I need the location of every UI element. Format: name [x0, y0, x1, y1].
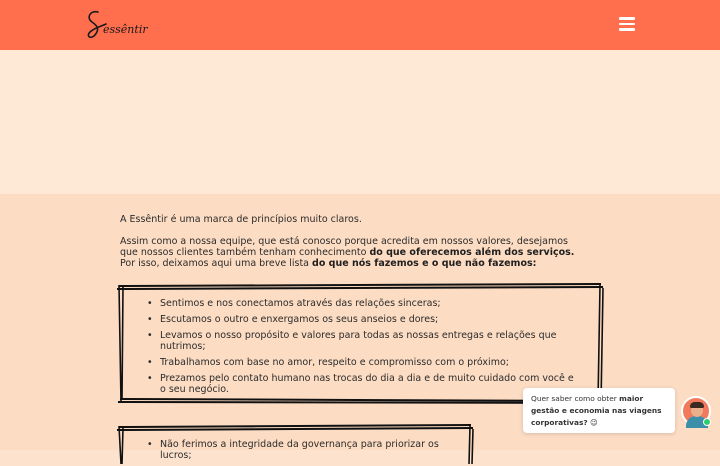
top-navbar — [0, 0, 720, 50]
svg-text:essêntir: essêntir — [103, 23, 148, 36]
intro-paragraph-2: Assim como a nossa equipe, que está conosco porque acredita em nossos valores, desejamos que nossos clientes também tenham conhecimento do que oferecemos além dos serviços. Por isso, deixamos aqui uma breve lista do que nós fazemos e o que não fazemos: — [120, 236, 575, 269]
intro-paragraph-1: A Essêntir é uma marca de princípios muito claros. — [120, 214, 362, 225]
list-item: • Sentimos e nos conectamos através das relações sinceras; — [147, 298, 577, 309]
list-item: • Trabalhamos com base no amor, respeito e compromisso com o próximo; — [147, 357, 577, 368]
list-item: • Prezamos pelo contato humano nas trocas do dia a dia e de muito cuidado com você e o seu negócio. — [147, 373, 577, 395]
hero-banner — [0, 50, 720, 194]
list-item: • Não ferimos a integridade da governança para priorizar os lucros; — [147, 439, 467, 461]
list-item: • Escutamos o outro e enxergamos os seus anseios e dores; — [147, 314, 577, 325]
do-list — [147, 298, 577, 400]
dont-list — [147, 439, 467, 466]
hamburger-menu-icon[interactable] — [619, 17, 635, 31]
online-status-icon — [703, 418, 711, 426]
chat-prompt-bubble[interactable]: Quer saber como obter maior gestão e economia nas viagens corporativas? 😉 — [523, 388, 675, 433]
list-item: • Levamos o nosso propósito e valores para todas as nossas entregas e relações que nutrimos; — [147, 330, 577, 352]
essentir-logo[interactable] — [84, 8, 148, 42]
